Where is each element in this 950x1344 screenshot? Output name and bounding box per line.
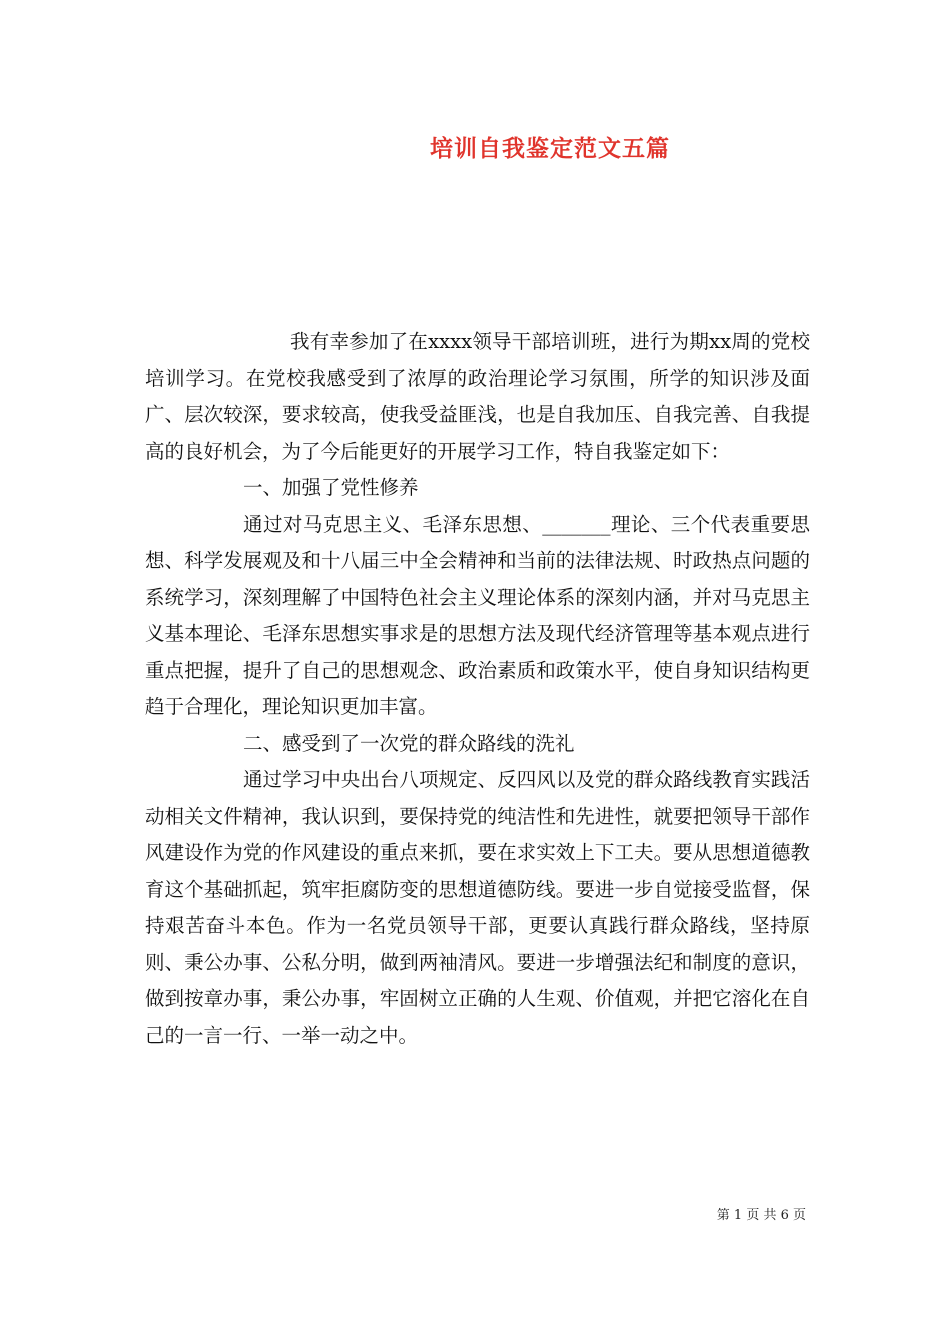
section-heading-1: 一、加强了党性修养 xyxy=(243,476,419,499)
section-heading-2: 二、感受到了一次党的群众路线的洗礼 xyxy=(243,731,575,755)
section-paragraph-2: 通过学习中央出台八项规定、反四风以及党的群众路线教育实践活动相关文件精神，我认识到，要保持党的纯洁性和先进性，就要把领导干部作风建设作为党的作风建设的重点来抓，要在求实效上下工夫。要从思想道德教育这个基础抓起，筑牢拒腐防变的思想道德防线。要进一步自觉接受监督，保持艰苦奋斗本色。作为一名党员领导干部，更要认真践行群众路线，坚持原则、秉公办事、公私分明，做到两袖清风。要进一步增强法纪和制度的意识，做到按章办事，秉公办事，牢固树立正确的人生观、价值观，并把它溶化在自己的一言一行、一举一动之中。 xyxy=(145,768,810,1047)
document-title: 培训自我鉴定范文五篇 xyxy=(430,135,670,162)
page-number-footer: 第 1 页 共 6 页 xyxy=(716,1208,806,1223)
document-body xyxy=(145,324,810,1054)
intro-paragraph: 我有幸参加了在xxxx领导干部培训班，进行为期xx周的党校培训学习。在党校我感受到了浓厚的政治理论学习氛围，所学的知识涉及面广、层次较深，要求较高，使我受益匪浅，也是自我加压、自我完善、自我提高的良好机会，为了今后能更好的开展学习工作，特自我鉴定如下： xyxy=(145,330,810,463)
section-paragraph-1: 通过对马克思主义、毛泽东思想、_______理论、三个代表重要思想、科学发展观及和十八届三中全会精神和当前的法律法规、时政热点问题的系统学习，深刻理解了中国特色社会主义理论体系的深刻内涵，并对马克思主义基本理论、毛泽东思想实事求是的思想方法及现代经济管理等基本观点进行重点把握，提升了自己的思想观念、政治素质和政策水平，使自身知识结构更趋于合理化，理论知识更加丰富。 xyxy=(145,512,810,718)
